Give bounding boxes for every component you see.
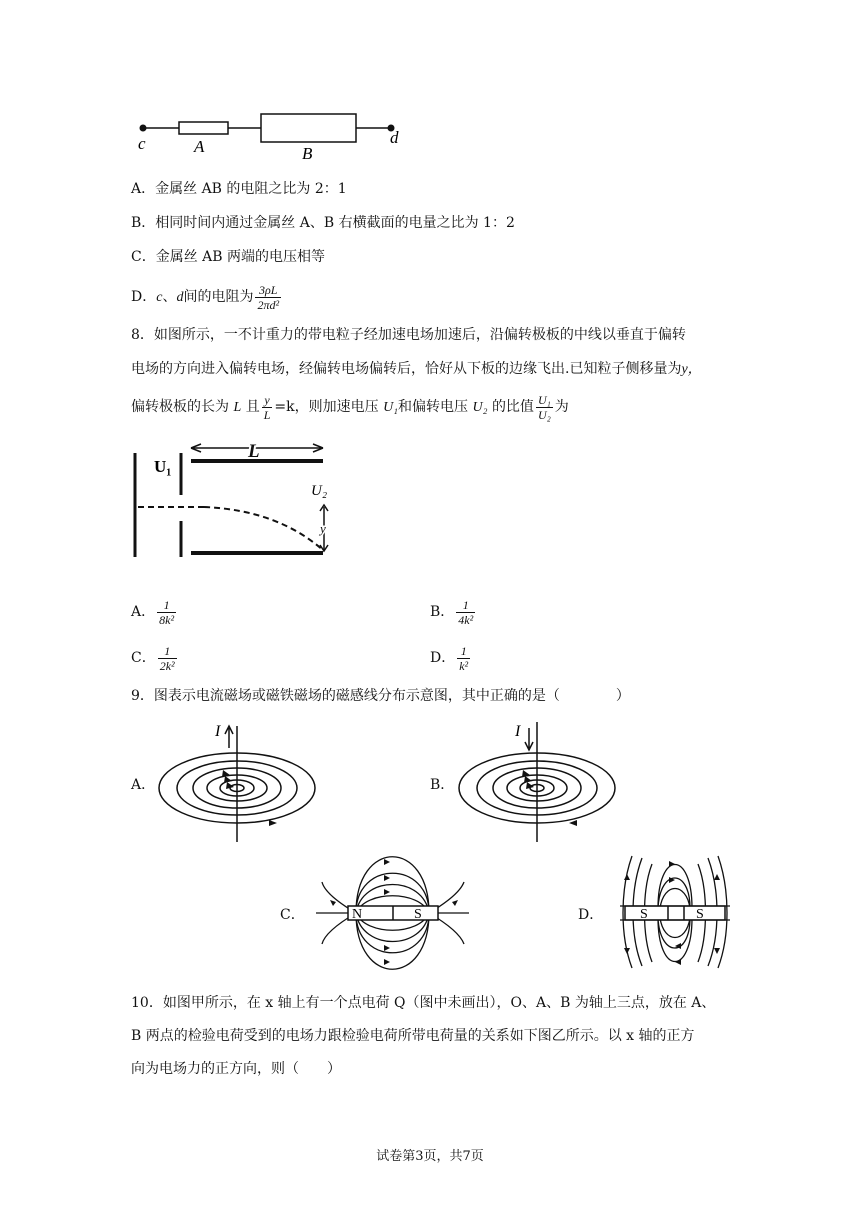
q9-stem: 9．图表示电流磁场或磁铁磁场的磁感线分布示意图，其中正确的是（ ） (131, 688, 630, 704)
svg-text:U₂: U₂ (311, 483, 328, 499)
q8-option-b: B． $\frac{1}{\text{4k²}}$ (430, 597, 474, 627)
q7-option-d: D．c、d间的电阻为 $\frac{3\rho L}{\text{2πd²}}$ (131, 282, 280, 312)
svg-text:S: S (414, 907, 422, 922)
q9-option-d-label: D． (578, 907, 604, 923)
svg-text:S: S (696, 907, 704, 922)
q7-option-a: A．金属丝 AB 的电阻之比为 2：1 (131, 181, 347, 197)
q8-line2: 电场的方向进入偏转电场，经偏转电场偏转后，恰好从下板的边缘飞出.已知粒子侧移量为y， (131, 361, 702, 377)
resistor-b (261, 114, 356, 142)
wire-field-a (157, 716, 317, 844)
svg-text:I: I (215, 723, 221, 740)
label-d: d (390, 128, 399, 147)
magnet-field-d (620, 850, 730, 970)
resistor-a (179, 122, 228, 134)
label-a: A (194, 137, 205, 156)
label-b: B (302, 144, 313, 163)
q8-line3: 偏转极板的长为 L 且 $\frac{y}{L}$ =k，则加速电压 U₁和偏转电压 U₂ 的比值 $\frac{\text{U₁}}{\text{U₂}}$ 为 (131, 392, 569, 422)
svg-text:N: N (352, 907, 363, 922)
svg-text:I: I (515, 723, 521, 740)
label-c: c (138, 134, 146, 153)
q8-option-d: D． $\frac{1}{\text{k²}}$ (430, 643, 469, 673)
q10-line3: 向为电场力的正方向，则（ ） (131, 1061, 341, 1077)
q7-option-b: B．相同时间内通过金属丝 A、B 右横截面的电量之比为 1：2 (131, 215, 515, 231)
svg-text:S: S (640, 907, 648, 922)
q8-option-c: C． $\frac{1}{\text{2k²}}$ (131, 643, 175, 673)
q9-option-b-label: B． (430, 777, 455, 793)
magnet-field-c (314, 850, 469, 970)
q8-line1: 8．如图所示，一不计重力的带电粒子经加速电场加速后，沿偏转极板的中线以垂直于偏转 (131, 327, 686, 343)
q7-option-c: C．金属丝 AB 两端的电压相等 (131, 249, 326, 265)
circuit-diagram (130, 105, 420, 165)
q10-line1: 10．如图甲所示，在 x 轴上有一个点电荷 Q（图中未画出），O、A、B 为轴上三点，放在 A、 (131, 995, 716, 1011)
q10-line2: B 两点的检验电荷受到的电场力跟检验电荷所带电荷量的关系如下图乙所示。以 x 轴的正方 (131, 1028, 695, 1044)
svg-text:y: y (320, 521, 326, 536)
page-footer: 试卷第3页，共7页 (376, 1149, 484, 1164)
q9-option-a-label: A． (131, 777, 156, 793)
q8-option-a: A． $\frac{1}{\text{8k²}}$ (131, 597, 175, 627)
svg-text:U₁: U₁ (154, 457, 172, 476)
q9-option-c-label: C． (280, 907, 305, 923)
wire-field-b (457, 716, 617, 844)
svg-text:L: L (248, 441, 260, 462)
deflection-diagram (128, 441, 338, 570)
resistance-fraction: $\frac{3\rho L}{\text{2πd²}}$ (257, 282, 280, 312)
